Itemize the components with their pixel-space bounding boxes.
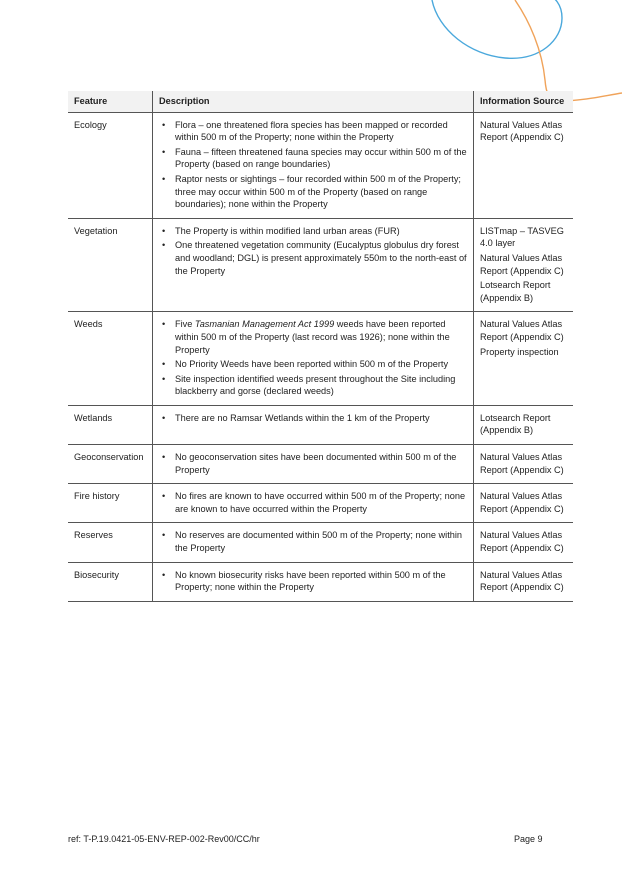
description-item: • Flora – one threatened flora species has been mapped or recorded within 500 m of the Property; none within the Property xyxy=(159,119,468,144)
description-cell xyxy=(153,562,474,601)
source-cell xyxy=(474,484,574,523)
col-header-information-source: Information Source xyxy=(474,91,574,112)
description-item: • Fauna – fifteen threatened fauna species may occur within 500 m of the Property (based on range boundaries) xyxy=(159,146,468,171)
description-text: weeds have been reported within 500 m of the Property (last record was 1926); none within the Property xyxy=(175,319,450,355)
source-cell xyxy=(474,312,574,406)
source-entry: Natural Values Atlas Report (Appendix C) xyxy=(480,252,564,276)
table-row xyxy=(68,523,573,562)
source-entry: Natural Values Atlas Report (Appendix C) xyxy=(480,319,564,342)
description-cell xyxy=(153,405,474,444)
description-cell xyxy=(153,484,474,523)
description-list xyxy=(159,412,468,425)
table-header-row xyxy=(68,91,573,112)
description-list xyxy=(159,490,468,515)
description-list xyxy=(159,225,468,277)
description-item: • No reserves are documented within 500 m of the Property; none within the Property xyxy=(159,529,468,554)
description-item: • The Property is within modified land urban areas (FUR) xyxy=(159,225,468,238)
description-item: • Site inspection identified weeds present throughout the Site including blackberry and gorse (declared weeds) xyxy=(159,373,468,398)
source-entry: Natural Values Atlas Report (Appendix C) xyxy=(480,569,564,593)
description-item: • One threatened vegetation community (Eucalyptus globulus dry forest and woodland; DGL) is present approximately 550m to the north-east of the Property xyxy=(159,239,468,277)
source-entry: Lotsearch Report (Appendix B) xyxy=(480,280,551,303)
feature-cell: Biosecurity xyxy=(68,562,153,601)
description-list xyxy=(159,119,468,211)
footer-reference: ref: T-P.19.0421-05-ENV-REP-002-Rev00/CC/hr xyxy=(68,834,260,844)
source-entry: Natural Values Atlas Report (Appendix C) xyxy=(480,530,564,554)
description-cell xyxy=(153,112,474,218)
source-entry: Lotsearch Report (Appendix B) xyxy=(480,412,551,436)
feature-cell: Fire history xyxy=(68,484,153,523)
feature-cell: Vegetation xyxy=(68,218,153,312)
description-text: Five xyxy=(175,319,195,330)
description-list xyxy=(159,529,468,554)
description-cell xyxy=(153,218,474,312)
description-item: • Raptor nests or sightings – four recorded within 500 m of the Property; three may occur within 500 m of the Property (based on range boundaries); none within the Property xyxy=(159,173,468,211)
description-list xyxy=(159,451,468,476)
description-list xyxy=(159,569,468,594)
source-entry: Property inspection xyxy=(480,346,559,357)
feature-cell: Geoconservation xyxy=(68,445,153,484)
col-header-feature: Feature xyxy=(68,91,153,112)
source-entry: Natural Values Atlas Report (Appendix C) xyxy=(480,491,564,514)
table-row xyxy=(68,484,573,523)
description-item: • No fires are known to have occurred within 500 m of the Property; none are known to have occurred within the Property xyxy=(159,490,468,515)
source-cell xyxy=(474,562,574,601)
feature-cell: Reserves xyxy=(68,523,153,562)
description-item: • No known biosecurity risks have been reported within 500 m of the Property; none within the Property xyxy=(159,569,468,594)
description-item: • There are no Ramsar Wetlands within the 1 km of the Property xyxy=(159,412,468,425)
feature-cell: Weeds xyxy=(68,312,153,406)
description-cell xyxy=(153,523,474,562)
table-row xyxy=(68,112,573,218)
table-row xyxy=(68,312,573,406)
feature-cell: Wetlands xyxy=(68,405,153,444)
col-header-description: Description xyxy=(153,91,474,112)
source-entry: LISTmap – TASVEG 4.0 layer xyxy=(480,225,564,249)
description-cell xyxy=(153,445,474,484)
description-list xyxy=(159,318,468,398)
source-entry: Natural Values Atlas Report (Appendix C) xyxy=(480,119,564,143)
source-entry: Natural Values Atlas Report (Appendix C) xyxy=(480,452,564,475)
description-item: • No Priority Weeds have been reported within 500 m of the Property xyxy=(159,358,468,371)
source-cell xyxy=(474,523,574,562)
act-name: Tasmanian Management Act 1999 xyxy=(194,319,335,330)
table-row xyxy=(68,445,573,484)
description-cell xyxy=(153,312,474,406)
source-cell xyxy=(474,112,574,218)
table-row xyxy=(68,405,573,444)
source-cell xyxy=(474,218,574,312)
source-cell xyxy=(474,405,574,444)
table-row xyxy=(68,562,573,601)
source-cell xyxy=(474,445,574,484)
page-number: Page 9 xyxy=(514,834,543,844)
feature-cell: Ecology xyxy=(68,112,153,218)
features-table xyxy=(68,91,573,602)
table-row xyxy=(68,218,573,312)
description-item: • No geoconservation sites have been documented within 500 m of the Property xyxy=(159,451,468,476)
description-item xyxy=(159,318,468,356)
